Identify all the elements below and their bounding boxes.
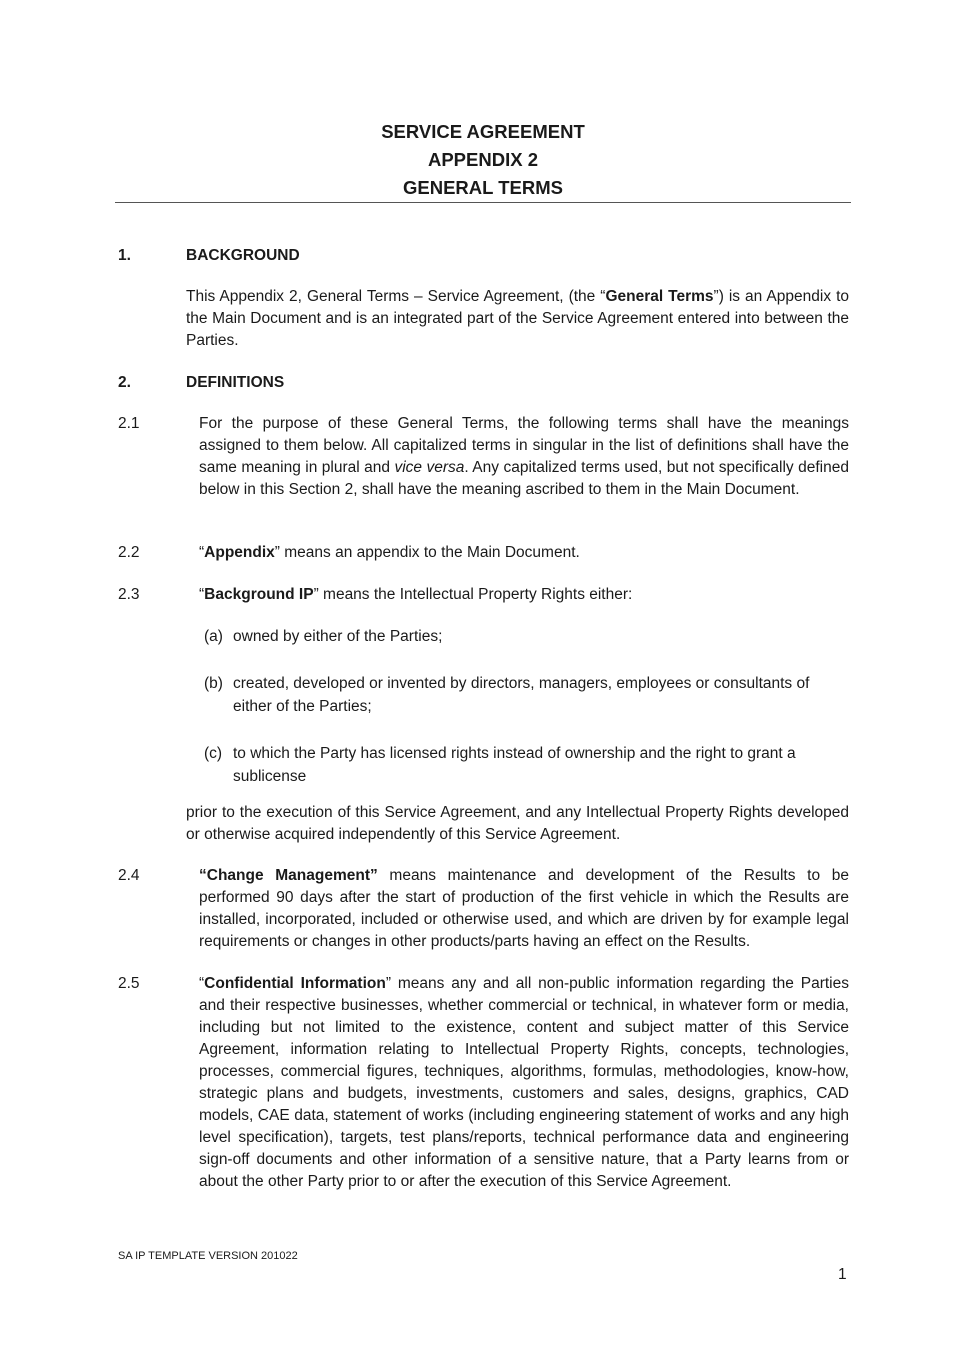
clause-2-3-term: Background IP xyxy=(204,586,314,603)
section-1-text-b: ”) is an Appendix to the Main Document and is an integrated part of the Service Agreement entered into between the Parties. xyxy=(186,288,849,349)
footer-version: SA IP TEMPLATE VERSION 201022 xyxy=(118,1250,298,1262)
title-line-1: SERVICE AGREEMENT xyxy=(381,121,585,142)
title-divider xyxy=(115,202,851,203)
clause-2-2-term: Appendix xyxy=(204,544,275,561)
clause-2-3-item-b-text: created, developed or invented by directors, managers, employees or consultants of either of the Parties; xyxy=(233,675,810,715)
clause-2-5-rest: ” means any and all non-public information regarding the Parties and their respective businesses, whether commercial or technical, in whatever form or media, including but not limited to the existence, content and subject matter of this Service Agreement, information relating to Intellectual Property Rights, concepts, technologies, processes, commercial figures, techniques, algorithms, formulas, methodologies, know-how, strategic plans and budgets, investments, customers and sales, designs, graphics, CAD models, CAE data, statement of works (including engineering statement of works and any high level specification), targets, test plans/reports, technical performance data and engineering sign-off documents and other information of a sensitive nature, that a Party learns from or about the other Party prior to or after the execution of this Service Agreement. xyxy=(199,975,849,1190)
section-2-title: DEFINITIONS xyxy=(186,374,285,391)
clause-2-5-open-quote: “ xyxy=(199,975,205,992)
clause-2-3-text xyxy=(199,584,849,606)
clause-2-3-number: 2.3 xyxy=(118,586,140,603)
clause-2-3-item-c-label: (c) xyxy=(204,745,223,762)
clause-2-4-term: “Change Management” xyxy=(199,867,378,884)
clause-2-2-text xyxy=(199,542,849,564)
clause-2-2-rest: ” means an appendix to the Main Document. xyxy=(274,544,580,561)
clause-2-1-text xyxy=(199,413,849,501)
section-1-defined-term: General Terms xyxy=(605,288,714,305)
clause-2-4-text xyxy=(199,865,849,953)
section-1-paragraph xyxy=(186,286,849,352)
clause-2-3-tail: prior to the execution of this Service Agreement, and any Intellectual Property Rights developed or otherwise acquired independently of this Service Agreement. xyxy=(186,804,849,843)
section-1-title: BACKGROUND xyxy=(186,247,300,264)
clause-2-2-number: 2.2 xyxy=(118,544,140,561)
section-2-number: 2. xyxy=(118,374,131,391)
section-1-text-a: This Appendix 2, General Terms – Service Agreement, (the “ xyxy=(186,288,606,305)
clause-2-5-term: Confidential Information xyxy=(204,975,386,992)
clause-2-1-text-b: . Any capitalized terms used, but not specifically defined below in this Section 2, shall have the meaning ascribed to them in the Main Document. xyxy=(199,459,849,498)
clause-2-3-item-a-label: (a) xyxy=(204,628,223,645)
clause-2-4-rest: means maintenance and development of the Results to be performed 90 days after the start of production of the first vehicle in which the Results are installed, incorporated, included or otherwise used, and which are driven by for example legal requirements or changes in other products/parts having an effect on the Results. xyxy=(199,867,849,950)
page-number: 1 xyxy=(838,1266,847,1283)
document-title xyxy=(115,118,851,202)
clause-2-2-open-quote: “ xyxy=(199,544,205,561)
section-1-number: 1. xyxy=(118,247,131,264)
title-line-3: GENERAL TERMS xyxy=(402,177,563,198)
title-line-2: APPENDIX 2 xyxy=(427,149,538,170)
clause-2-3-item-c-text: to which the Party has licensed rights instead of ownership and the right to grant a sublicense xyxy=(233,745,796,785)
clause-2-5-number: 2.5 xyxy=(118,975,140,992)
clause-2-3-item-a-text: owned by either of the Parties; xyxy=(233,628,443,645)
clause-2-3-rest: ” means the Intellectual Property Rights either: xyxy=(313,586,633,603)
clause-2-1-italic: vice versa xyxy=(394,459,465,476)
clause-2-5-text xyxy=(199,973,849,1193)
clause-2-1-text-a: For the purpose of these General Terms, the following terms shall have the meanings assigned to them below. All capitalized terms in singular in the list of definitions shall have the same meaning in plural and xyxy=(199,415,849,476)
clause-2-4-number: 2.4 xyxy=(118,867,140,884)
clause-2-3-open-quote: “ xyxy=(199,586,205,603)
clause-2-3-item-b-label: (b) xyxy=(204,675,223,692)
clause-2-1-number: 2.1 xyxy=(118,415,140,432)
